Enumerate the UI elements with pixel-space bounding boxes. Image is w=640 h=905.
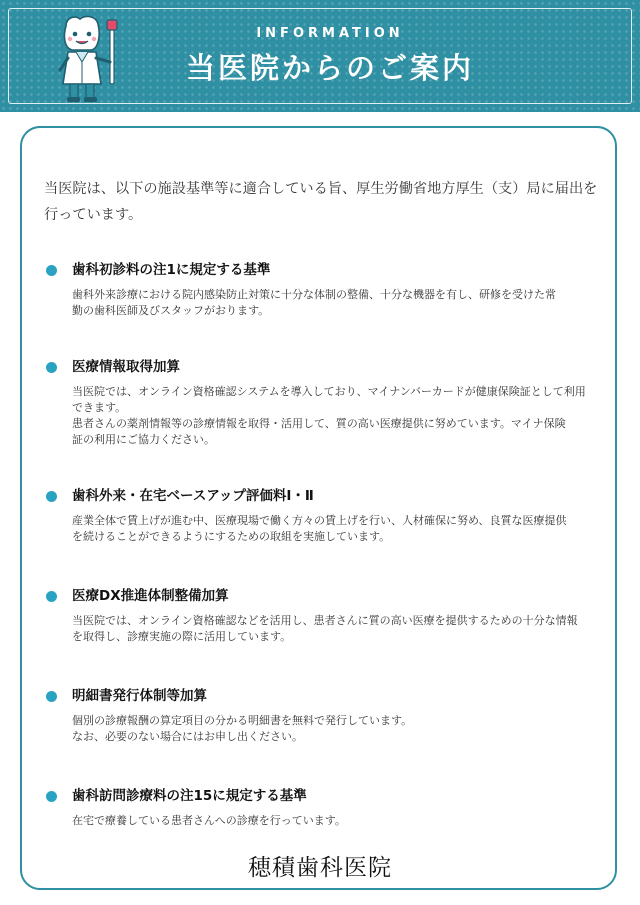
clinic-name: 穂積歯科医院 [248, 855, 392, 881]
section-title: 歯科外来・在宅ベースアップ評価料Ⅰ・Ⅱ [72, 488, 314, 504]
bullet-icon [46, 691, 57, 702]
section-body: 歯科外来診療における院内感染防止対策に十分な体制の整備、十分な機器を有し、研修を受けた常 勤の歯科医師及びスタッフがおります。 [72, 288, 556, 317]
section-item [46, 685, 591, 745]
section-title: 医療情報取得加算 [72, 359, 180, 375]
bullet-icon [46, 362, 57, 373]
section-title: 歯科初診料の注1に規定する基準 [72, 262, 271, 278]
section-title: 明細書発行体制等加算 [72, 688, 207, 704]
section-body: 当医院では、オンライン資格確認などを活用し、患者さんに質の高い医療を提供するための十分な情報 を取得し、診療実施の際に活用しています。 [72, 614, 578, 643]
section-body: 産業全体で賃上げが進む中、医療現場で働く方々の賃上げを行い、人材確保に努め、良質な医療提供 を続けることができるようにするための取組を実施しています。 [72, 514, 567, 543]
section-title: 歯科訪問診療料の注15に規定する基準 [72, 788, 307, 804]
section-body: 当医院では、オンライン資格確認システムを導入しており、マイナンバーカードが健康保険証として利用 できます。 患者さんの薬剤情報等の診療情報を取得・活用して、質の高い医療提供に努めています。マイナ保険 証の利用にご協力ください。 [72, 385, 586, 446]
section-item [46, 585, 591, 645]
header-banner [0, 0, 640, 112]
bullet-icon [46, 791, 57, 802]
section-body: 個別の診療報酬の算定項目の分かる明細書を無料で発行しています。 なお、必要のない場合にはお申し出ください。 [72, 714, 413, 743]
section-title: 医療DX推進体制整備加算 [72, 588, 229, 604]
section-item [46, 485, 591, 545]
bullet-icon [46, 491, 57, 502]
header-subtitle: INFORMATION [256, 26, 404, 41]
section-body: 在宅で療養している患者さんへの診療を行っています。 [72, 814, 346, 827]
section-item [46, 356, 591, 448]
section-item [46, 259, 591, 319]
bullet-icon [46, 591, 57, 602]
intro-text: 当医院は、以下の施設基準等に適合している旨、厚生労働省地方厚生（支）局に届出を行っています。 [44, 181, 598, 223]
section-item [46, 785, 591, 829]
bullet-icon [46, 265, 57, 276]
page-title: 当医院からのご案内 [185, 51, 474, 85]
